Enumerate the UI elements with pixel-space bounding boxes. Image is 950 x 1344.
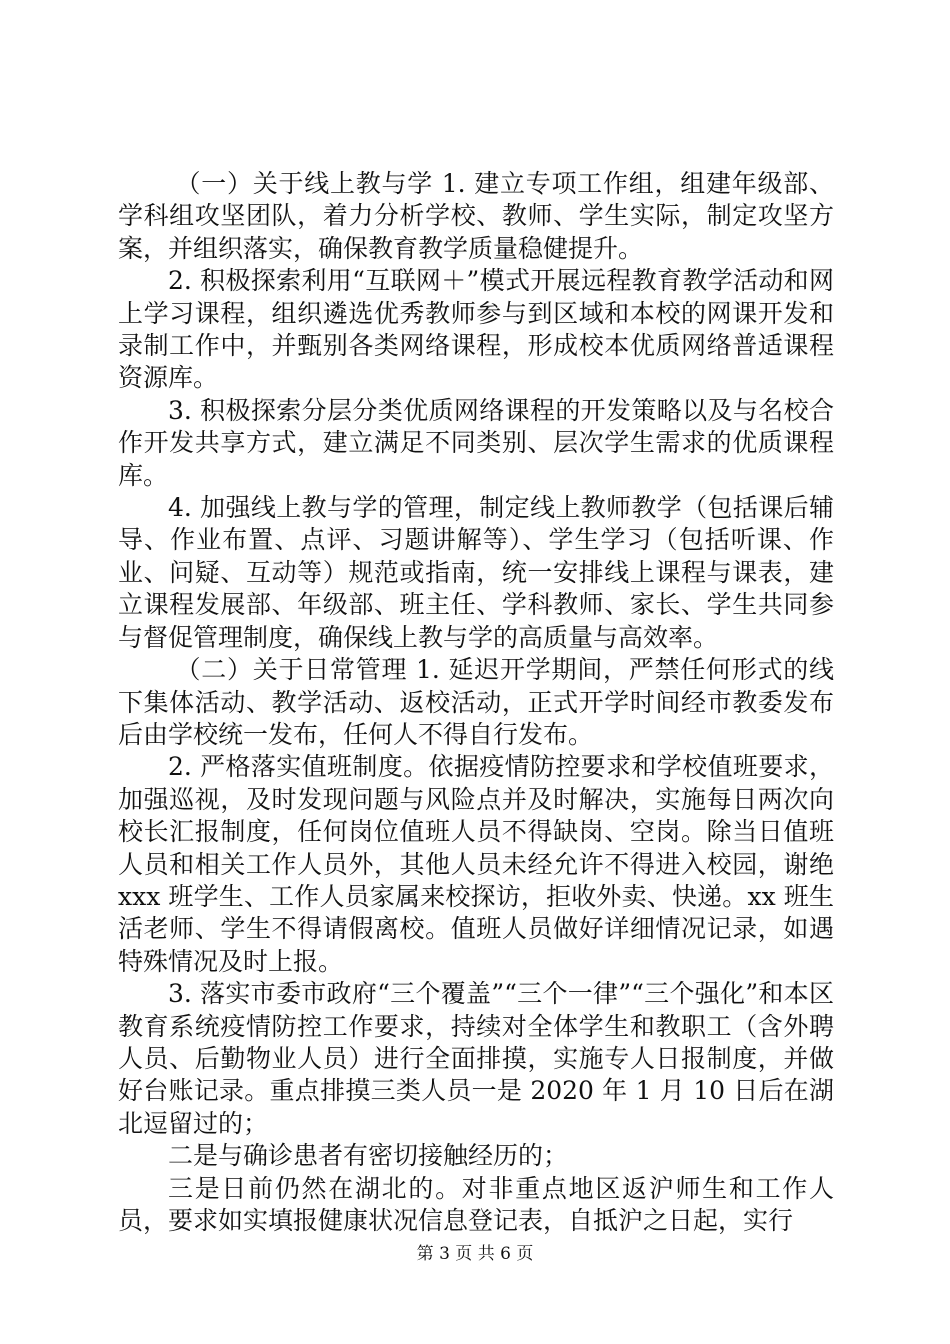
paragraph-duty-system: 2. 严格落实值班制度。依据疫情防控要求和学校值班要求，加强巡视，及时发现问题与风险点并及时解决，实施每日两次向校长汇报制度，任何岗位值班人员不得缺岗、空岗。除当日值班人员和相关工作人员外，其他人员未经允许不得进入校园，谢绝 xxx 班学生、工作人员家属来校探访，拒收外卖、快递。xx 班生活老师、学生不得请假离校。值班人员做好详细情况记录，如遇特殊情况及时上报。 [118,752,834,976]
paragraph-online-teaching: （一）关于线上教与学 1. 建立专项工作组，组建年级部、学科组攻坚团队，着力分析学校、教师、学生实际，制定攻坚方案，并组织落实，确保教育教学质量稳健提升。 [118,169,834,263]
paragraph-daily-management: （二）关于日常管理 1. 延迟开学期间，严禁任何形式的线下集体活动、教学活动、返校活动，正式开学时间经市教委发布后由学校统一发布，任何人不得自行发布。 [118,655,834,749]
page-footer: 第 3 页 共 6 页 [416,1244,534,1264]
paragraph-still-in-hubei: 三是日前仍然在湖北的。对非重点地区返沪师生和工作人员，要求如实填报健康状况信息登记表，自抵沪之日起，实行 [118,1173,834,1235]
paragraph-epidemic-screening: 3. 落实市委市政府“三个覆盖”“三个一律”“三个强化”和本区教育系统疫情防控工作要求，持续对全体学生和教职工（含外聘人员、后勤物业人员）进行全面排摸，实施专人日报制度，并做好台账记录。重点排摸三类人员一是 2020 年 1 月 10 日后在湖北逗留过的； [118,979,834,1138]
paragraph-layered-courses: 3. 积极探索分层分类优质网络课程的开发策略以及与名校合作开发共享方式，建立满足不同类别、层次学生需求的优质课程库。 [118,395,834,490]
paragraph-close-contact: 二是与确诊患者有密切接触经历的； [168,1141,569,1171]
document-body [118,168,834,1237]
paragraph-remote-courses: 2. 积极探索利用“互联网＋”模式开展远程教育教学活动和网上学习课程，组织遴选优秀教师参与到区域和本校的网课开发和录制工作中，并甄别各类网络课程，形成校本优质网络普适课程资源库。 [118,266,834,393]
paragraph-online-management: 4. 加强线上教与学的管理，制定线上教师教学（包括课后辅导、作业布置、点评、习题讲解等）、学生学习（包括听课、作业、问疑、互动等）规范或指南，统一安排线上课程与课表，建立课程发展部、年级部、班主任、学科教师、家长、学生共同参与督促管理制度，确保线上教与学的高质量与高效率。 [118,493,834,652]
